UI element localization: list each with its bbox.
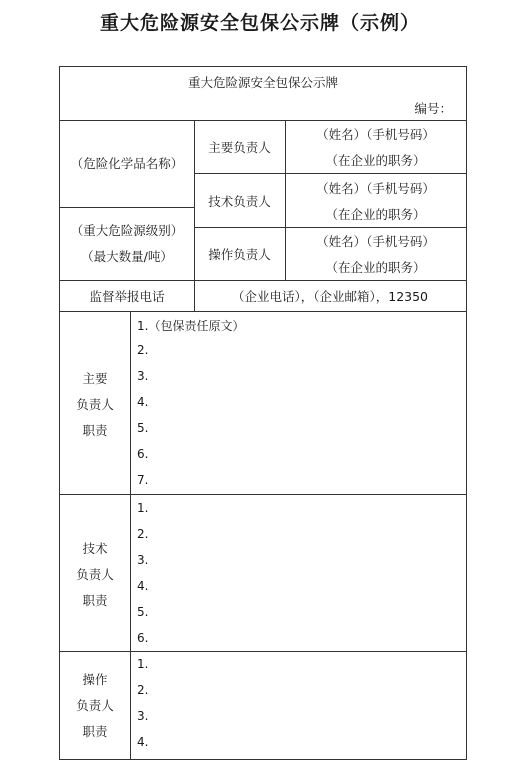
role-operation: 操作负责人 — [208, 247, 271, 262]
divider — [194, 173, 466, 174]
duty-item: 7. — [137, 473, 149, 487]
hazard-level: （重大危险源级别） — [70, 223, 184, 238]
divider — [60, 494, 466, 495]
divider — [60, 311, 466, 312]
name-phone: （姓名）（手机号码） — [316, 234, 435, 249]
duty-item: 2. — [137, 683, 149, 697]
max-quantity: （最大数量/吨） — [81, 249, 173, 264]
divider — [60, 651, 466, 652]
role-tech: 技术负责人 — [208, 194, 271, 209]
duty-item: 4. — [137, 735, 149, 749]
divider — [194, 227, 466, 228]
divider — [60, 120, 466, 121]
divider — [60, 207, 194, 208]
number-label: 编号： — [414, 101, 452, 116]
duty-title-operation: 操作 — [82, 672, 108, 687]
duty-item: 4. — [137, 395, 149, 409]
name-phone: （姓名）（手机号码） — [316, 127, 435, 142]
duty-item: 5. — [137, 421, 149, 435]
duty-title-main: 职责 — [82, 423, 108, 438]
position: （在企业的职务） — [325, 207, 426, 222]
duty-item: 1. — [137, 501, 149, 515]
duty-item: 4. — [137, 579, 149, 593]
duty-item: 3. — [137, 709, 149, 723]
position: （在企业的职务） — [325, 153, 426, 168]
duty-item: 5. — [137, 605, 149, 619]
chemical-name: （危险化学品名称） — [70, 156, 184, 171]
position: （在企业的职务） — [325, 260, 426, 275]
duty-item: 1. — [137, 657, 149, 671]
duty-title-tech: 负责人 — [76, 567, 114, 582]
divider — [130, 311, 131, 759]
duty-title-main: 负责人 — [76, 397, 114, 412]
duty-item: 2. — [137, 527, 149, 541]
board-header: 重大危险源安全包保公示牌 — [187, 75, 338, 90]
duty-item: 6. — [137, 631, 149, 645]
name-phone: （姓名）（手机号码） — [316, 181, 435, 196]
duty-title-main: 主要 — [82, 371, 108, 386]
duty-item: 2. — [137, 343, 149, 357]
duty-item: 3. — [137, 553, 149, 567]
duty-title-operation: 负责人 — [76, 698, 114, 713]
duty-title-tech: 技术 — [82, 541, 108, 556]
hotline-value: （企业电话），（企业邮箱），12350 — [231, 289, 428, 304]
page-title: 重大危险源安全包保公示牌（示例） — [99, 12, 420, 34]
divider — [285, 120, 286, 280]
duty-item: 3. — [137, 369, 149, 383]
duty-item: 6. — [137, 447, 149, 461]
duty-item: 1.（包保责任原文） — [137, 319, 245, 333]
duty-title-tech: 职责 — [82, 593, 108, 608]
role-main: 主要负责人 — [208, 140, 271, 155]
duty-title-operation: 职责 — [82, 724, 108, 739]
divider — [60, 280, 466, 281]
hotline-label: 监督举报电话 — [89, 289, 165, 304]
safety-board-table — [59, 66, 467, 760]
